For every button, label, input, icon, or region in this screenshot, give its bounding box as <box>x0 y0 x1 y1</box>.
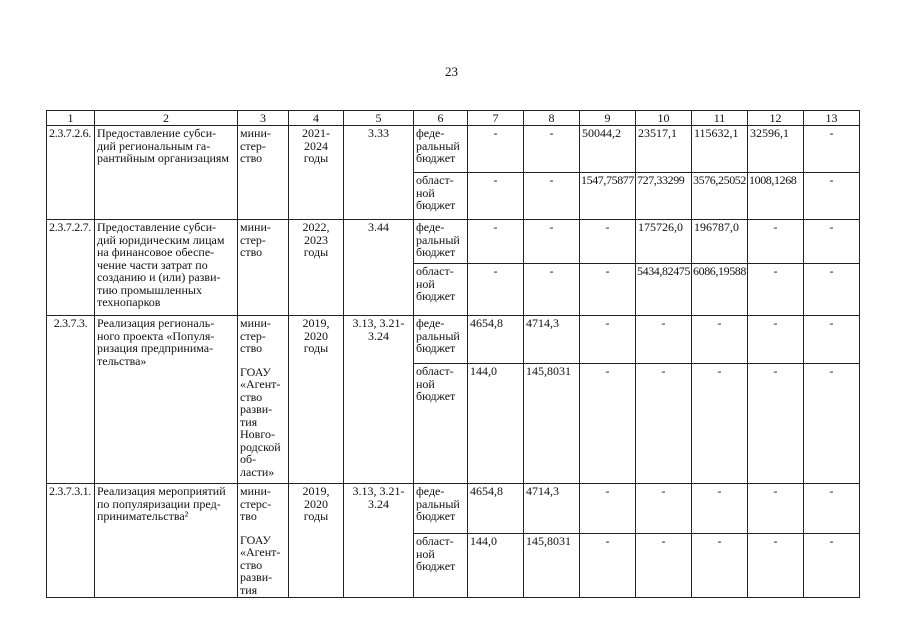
item-executor <box>238 126 289 220</box>
amount-cell: - <box>468 220 524 264</box>
item-code: 2.3.7.3.1. <box>47 484 95 598</box>
executor-primary: мини- стер- ство <box>240 220 271 259</box>
amount-cell: 50044,2 <box>580 126 636 173</box>
amount-cell: 4654,8 <box>468 484 524 534</box>
item-years: 2022, 2023 годы <box>289 220 344 316</box>
item-years: 2019, 2020 годы <box>289 484 344 598</box>
amount-cell: - <box>580 534 636 598</box>
amount-cell: 4714,3 <box>524 484 580 534</box>
funding-source: феде- ральный бюджет <box>414 484 468 534</box>
amount-cell: - <box>748 264 804 316</box>
amount-cell: - <box>636 484 692 534</box>
item-code: 2.3.7.2.6. <box>47 126 95 220</box>
column-header: 6 <box>414 111 468 126</box>
amount-cell: 145,8031 <box>524 534 580 598</box>
amount-cell: - <box>524 264 580 316</box>
column-header: 4 <box>289 111 344 126</box>
amount-cell: - <box>804 126 860 173</box>
amount-cell: 6086,19588 <box>692 264 748 316</box>
amount-cell: 3576,25052 <box>692 173 748 220</box>
amount-cell: 32596,1 <box>748 126 804 173</box>
amount-cell: - <box>804 173 860 220</box>
item-years: 2019, 2020 годы <box>289 316 344 484</box>
column-header: 1 <box>47 111 95 126</box>
amount-cell: 1547,75877 <box>580 173 636 220</box>
amount-cell: - <box>580 364 636 484</box>
funding-source: област- ной бюджет <box>414 264 468 316</box>
amount-cell: - <box>580 220 636 264</box>
amount-cell: - <box>636 316 692 364</box>
column-header: 9 <box>580 111 636 126</box>
item-title: Реализация мероприятий по популяризации пред- принимательства² <box>95 484 238 598</box>
executor-secondary: ГОАУ «Агент- ство разви- тия Новго- родской об- ласти» <box>240 364 281 479</box>
item-code: 2.3.7.3. <box>47 316 95 484</box>
amount-cell: - <box>580 316 636 364</box>
amount-cell: 4714,3 <box>524 316 580 364</box>
amount-cell: - <box>692 316 748 364</box>
item-target: 3.33 <box>344 126 414 220</box>
item-code: 2.3.7.2.7. <box>47 220 95 316</box>
funding-source: феде- ральный бюджет <box>414 220 468 264</box>
item-target: 3.13, 3.21- 3.24 <box>344 484 414 598</box>
column-header-row <box>47 111 860 126</box>
amount-cell: - <box>636 364 692 484</box>
amount-cell: - <box>524 126 580 173</box>
amount-cell: 144,0 <box>468 534 524 598</box>
item-target: 3.13, 3.21- 3.24 <box>344 316 414 484</box>
amount-cell: 196787,0 <box>692 220 748 264</box>
amount-cell: - <box>524 173 580 220</box>
column-header: 5 <box>344 111 414 126</box>
funding-source: област- ной бюджет <box>414 534 468 598</box>
amount-cell: 115632,1 <box>692 126 748 173</box>
amount-cell: - <box>468 264 524 316</box>
amount-cell: - <box>804 534 860 598</box>
item-title: Реализация региональ- ного проекта «Популя- ризация предпринима- тельства» <box>95 316 238 484</box>
executor-primary: мини- стер- ство <box>240 126 271 165</box>
amount-cell: - <box>580 264 636 316</box>
amount-cell: - <box>580 484 636 534</box>
table-body <box>47 111 860 598</box>
amount-cell: 145,8031 <box>524 364 580 484</box>
amount-cell: - <box>524 220 580 264</box>
item-title: Предоставление субси- дий юридическим лицам на финансовое обеспе- чение части затрат по созданию и (или) разви- тию промышленных технопарков <box>95 220 238 316</box>
amount-cell: 144,0 <box>468 364 524 484</box>
table-row <box>47 220 860 264</box>
executor-primary: мини- стерс- тво <box>240 484 272 523</box>
column-header: 3 <box>238 111 289 126</box>
table-row <box>47 484 860 534</box>
amount-cell: 1008,1268 <box>748 173 804 220</box>
amount-cell: - <box>748 484 804 534</box>
column-header: 12 <box>748 111 804 126</box>
amount-cell: - <box>748 364 804 484</box>
item-executor <box>238 316 289 484</box>
column-header: 2 <box>95 111 238 126</box>
column-header: 10 <box>636 111 692 126</box>
item-years: 2021- 2024 годы <box>289 126 344 220</box>
funding-source: феде- ральный бюджет <box>414 316 468 364</box>
amount-cell: - <box>636 534 692 598</box>
item-executor <box>238 220 289 316</box>
column-header: 13 <box>804 111 860 126</box>
table-row <box>47 316 860 364</box>
amount-cell: - <box>692 534 748 598</box>
amount-cell: - <box>804 264 860 316</box>
amount-cell: - <box>748 220 804 264</box>
amount-cell: 4654,8 <box>468 316 524 364</box>
amount-cell: 175726,0 <box>636 220 692 264</box>
amount-cell: 23517,1 <box>636 126 692 173</box>
executor-primary: мини- стер- ство <box>240 316 271 355</box>
amount-cell: - <box>468 126 524 173</box>
column-header: 8 <box>524 111 580 126</box>
amount-cell: - <box>804 220 860 264</box>
amount-cell: - <box>748 534 804 598</box>
item-executor <box>238 484 289 598</box>
amount-cell: - <box>804 316 860 364</box>
item-title: Предоставление субси- дий региональным га- рантийным организациям <box>95 126 238 220</box>
amount-cell: - <box>748 316 804 364</box>
amount-cell: 727,33299 <box>636 173 692 220</box>
item-target: 3.44 <box>344 220 414 316</box>
funding-source: област- ной бюджет <box>414 364 468 484</box>
amount-cell: - <box>804 484 860 534</box>
table-row <box>47 126 860 173</box>
funding-source: феде- ральный бюджет <box>414 126 468 173</box>
column-header: 11 <box>692 111 748 126</box>
amount-cell: 5434,82475 <box>636 264 692 316</box>
budget-table <box>46 110 860 598</box>
amount-cell: - <box>468 173 524 220</box>
amount-cell: - <box>804 364 860 484</box>
amount-cell: - <box>692 364 748 484</box>
amount-cell: - <box>692 484 748 534</box>
page-number: 23 <box>445 64 458 79</box>
funding-source: област- ной бюджет <box>414 173 468 220</box>
executor-secondary: ГОАУ «Агент- ство разви- тия <box>240 532 281 597</box>
column-header: 7 <box>468 111 524 126</box>
